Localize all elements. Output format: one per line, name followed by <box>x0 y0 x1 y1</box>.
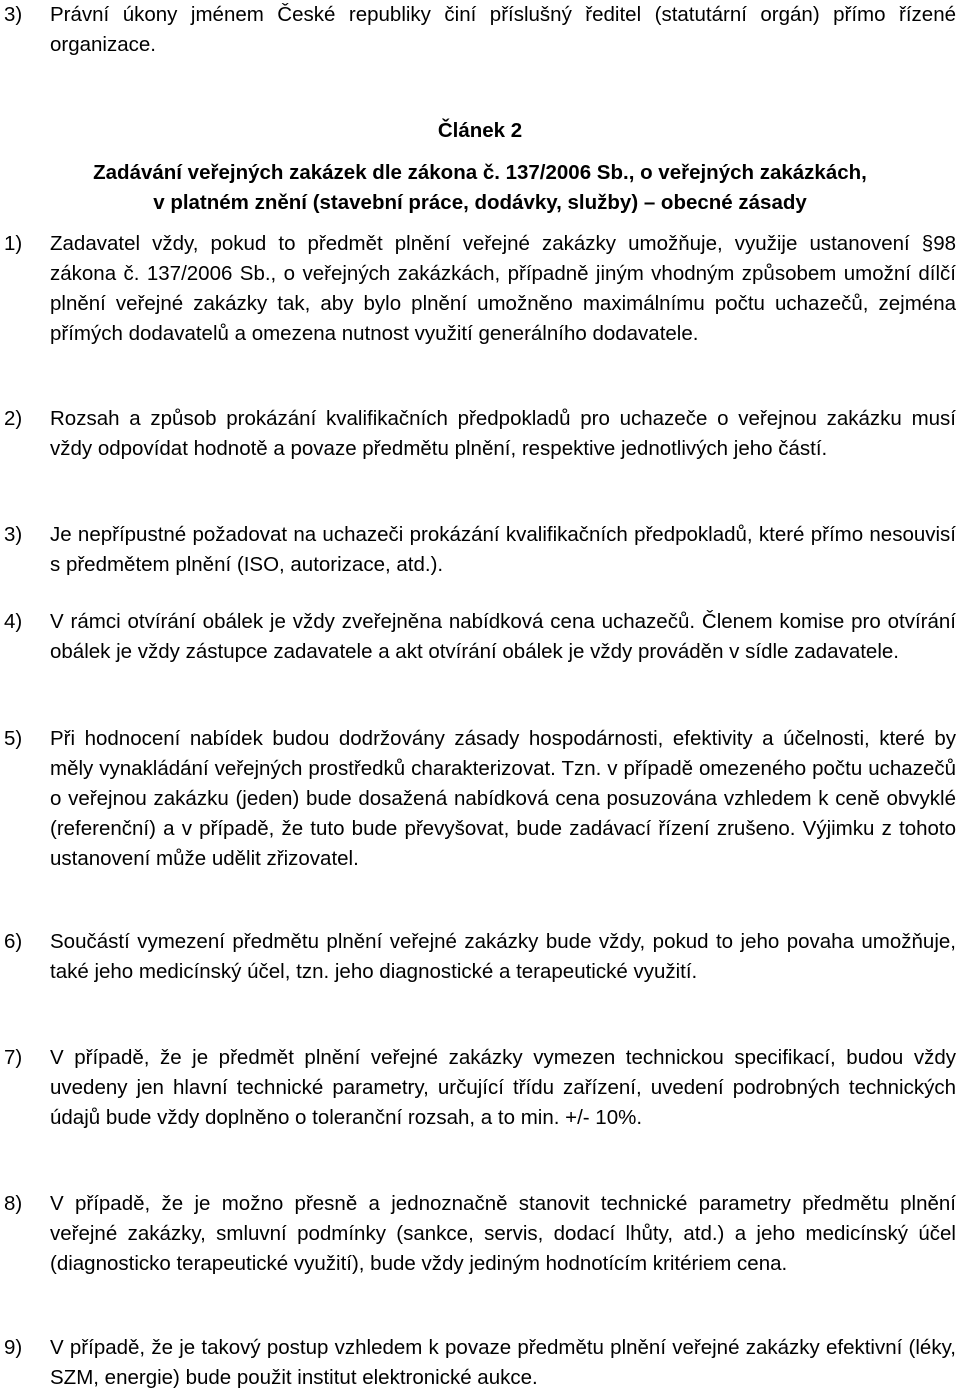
item-text: Právní úkony jménem České republiky činí příslušný ředitel (statutární orgán) přímo řízené organizace. <box>50 3 956 56</box>
item-text: V případě, že je předmět plnění veřejné zakázky vymezen technickou specifikací, budou vždy uvedeny jen hlavní technické parametry, určující třídu zařízení, uvedení podrobných technických údajů bude vždy doplněno o toleranční rozsah, a to min. +/- 10%. <box>50 1046 956 1129</box>
item-number: 3) <box>4 3 23 26</box>
item-number: 8) <box>4 1192 23 1215</box>
article-title-line1: Zadávání veřejných zakázek dle zákona č. 137/2006 Sb., o veřejných zakázkách, <box>93 161 867 184</box>
item-number: 6) <box>4 930 23 953</box>
list-item <box>0 0 956 60</box>
item-text: Je nepřípustné požadovat na uchazeči prokázání kvalifikačních předpokladů, které přímo nesouvisí s předmětem plnění (ISO, autorizace, atd.). <box>50 523 956 576</box>
list-item <box>0 927 956 987</box>
article-heading: Článek 2 <box>437 119 523 142</box>
list-item <box>0 724 956 874</box>
item-text: Při hodnocení nabídek budou dodržovány zásady hospodárnosti, efektivity a účelnosti, které by měly vynakládání veřejných prostředků charakterizovat. Tzn. v případě omezeného počtu uchazečů o veřejnou zakázku (jeden) bude dosažená nabídková cena posuzována vzhledem k ceně obvyklé (referenční) a v případě, že tuto bude převyšovat, bude zadávací řízení zrušeno. Výjimku z tohoto ustanovení může udělit zřizovatel. <box>50 727 956 870</box>
item-text: V případě, že je takový postup vzhledem k povaze předmětu plnění veřejné zakázky efektivní (léky, SZM, energie) bude použit institut elektronické aukce. <box>50 1336 956 1389</box>
item-number: 1) <box>4 232 23 255</box>
item-number: 4) <box>4 610 23 633</box>
list-item <box>0 1189 956 1279</box>
article-title-line2: v platném znění (stavební práce, dodávky, služby) – obecné zásady <box>153 191 807 214</box>
list-item <box>0 607 956 667</box>
item-text: Rozsah a způsob prokázání kvalifikačních předpokladů pro uchazeče o veřejnou zakázku musí vždy odpovídat hodnotě a povaze předmětu plnění, respektive jednotlivých jeho částí. <box>50 407 956 460</box>
item-text: V případě, že je možno přesně a jednoznačně stanovit technické parametry předmětu plnění veřejné zakázky, smluvní podmínky (sankce, servis, dodací lhůty, atd.) a jeho medicínský účel (diagnosticko terapeutické využití), bude vždy jediným hodnotícím kritériem cena. <box>50 1192 956 1275</box>
item-text: Zadavatel vždy, pokud to předmět plnění veřejné zakázky umožňuje, využije ustanovení §98 zákona č. 137/2006 Sb., o veřejných zakázkách, případně jiným vhodným způsobem umožní dílčí plnění veřejné zakázky tak, aby bylo plnění umožněno maximálnímu počtu uchazečů, zejména přímých dodavatelů a omezena nutnost využití generálního dodavatele. <box>50 232 956 345</box>
item-number: 7) <box>4 1046 23 1069</box>
item-number: 5) <box>4 727 23 750</box>
item-number: 2) <box>4 407 23 430</box>
list-item <box>0 1333 956 1393</box>
item-text: Součástí vymezení předmětu plnění veřejné zakázky bude vždy, pokud to jeho povaha umožňuje, také jeho medicínský účel, tzn. jeho diagnostické a terapeutické využití. <box>50 930 956 983</box>
list-item <box>0 229 956 349</box>
list-item <box>0 404 956 464</box>
list-item <box>0 1043 956 1133</box>
item-number: 9) <box>4 1336 23 1359</box>
item-number: 3) <box>4 523 23 546</box>
list-item <box>0 520 956 580</box>
item-text: V rámci otvírání obálek je vždy zveřejněna nabídková cena uchazečů. Členem komise pro otvírání obálek je vždy zástupce zadavatele a akt otvírání obálek je vždy prováděn v sídle zadavatele. <box>50 610 956 663</box>
